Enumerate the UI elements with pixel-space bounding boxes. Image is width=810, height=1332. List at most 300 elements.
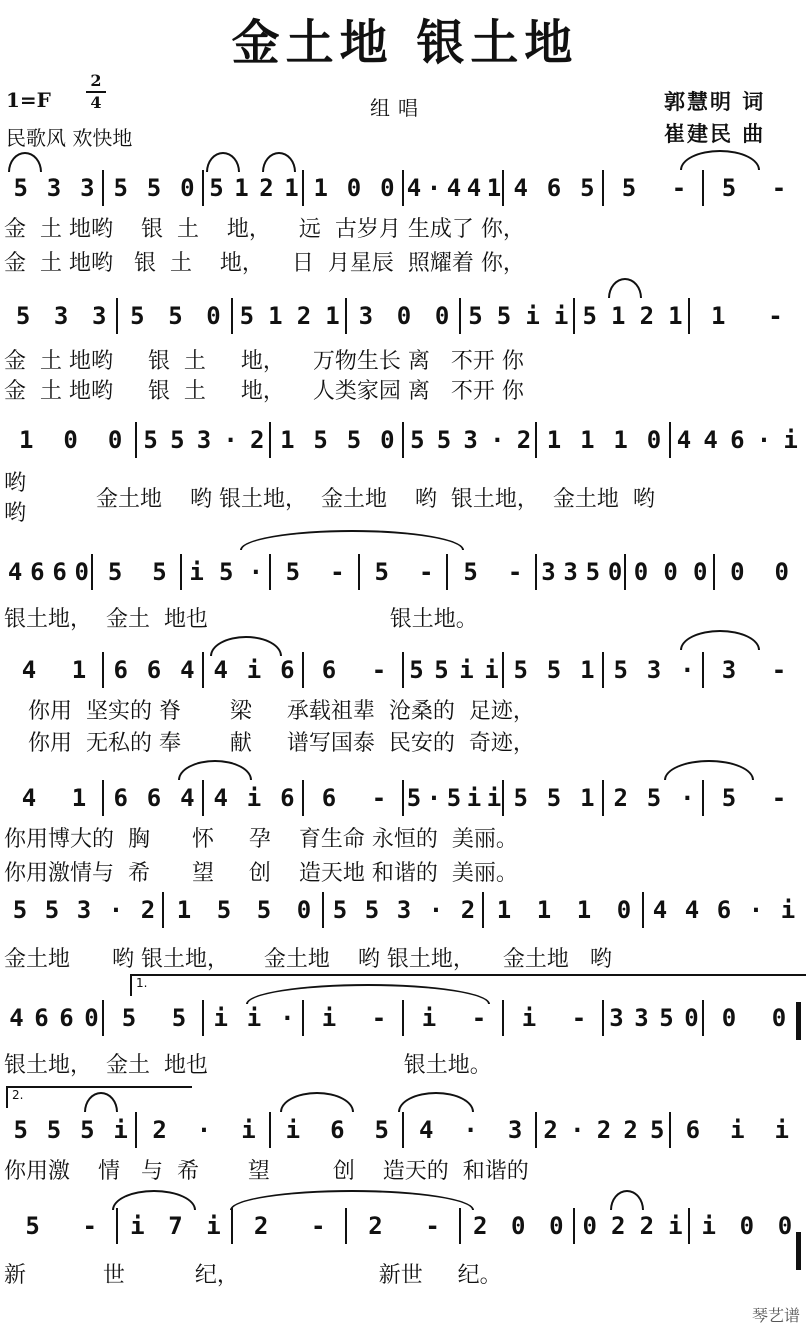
note: 0 xyxy=(607,558,623,586)
note: 5 xyxy=(436,426,452,454)
note: 0 xyxy=(777,1212,793,1240)
note: i xyxy=(241,1116,256,1144)
note: 3 xyxy=(634,1004,649,1032)
note: 0 xyxy=(511,1212,526,1240)
note: 5 xyxy=(239,302,255,330)
note: 5 xyxy=(44,896,60,924)
note: - xyxy=(768,302,783,330)
note: 5 xyxy=(80,1116,95,1144)
note: 2 xyxy=(596,1116,612,1144)
measure xyxy=(164,890,324,930)
note: 1 xyxy=(580,656,595,684)
note: 2 xyxy=(460,896,476,924)
measure xyxy=(690,296,804,336)
performance-style: 民歌风 欢快地 xyxy=(6,126,133,150)
note: - xyxy=(82,1212,97,1240)
note: i xyxy=(189,558,204,586)
notation-row xyxy=(4,778,804,818)
note: 5 xyxy=(374,558,389,586)
note: 6 xyxy=(146,784,162,812)
measure xyxy=(4,650,104,690)
note: 5 xyxy=(546,656,562,684)
measure xyxy=(118,1206,232,1246)
note: i xyxy=(246,656,262,684)
note: 1 xyxy=(580,784,595,812)
measure xyxy=(304,168,404,208)
note: 6 xyxy=(146,656,162,684)
note: · xyxy=(756,426,772,454)
measure xyxy=(404,168,504,208)
measure xyxy=(4,552,93,592)
note: 4 xyxy=(406,174,422,202)
note: 2 xyxy=(259,174,274,202)
measure xyxy=(575,296,689,336)
measure xyxy=(104,778,204,818)
measure xyxy=(271,1110,404,1150)
note: 1 xyxy=(668,302,683,330)
note: 3 xyxy=(80,174,95,202)
note: i xyxy=(459,656,474,684)
measure xyxy=(104,650,204,690)
note: 6 xyxy=(321,656,337,684)
slur xyxy=(280,1092,354,1112)
note: 5 xyxy=(107,558,123,586)
note: 0 xyxy=(646,426,662,454)
measure xyxy=(575,1206,689,1246)
time-top: 2 xyxy=(90,71,102,90)
slur xyxy=(664,760,754,780)
note: 4 xyxy=(7,558,23,586)
note: · xyxy=(570,1116,585,1144)
note: 3 xyxy=(76,896,92,924)
note: 5 xyxy=(170,426,185,454)
note: · xyxy=(426,174,442,202)
note: · xyxy=(463,1116,478,1144)
measure xyxy=(347,296,461,336)
note: 4 xyxy=(446,174,462,202)
note: i xyxy=(246,784,262,812)
notation-row xyxy=(4,168,804,208)
note: 5 xyxy=(546,784,562,812)
lyric-line: 金土地 哟 银土地， 金土地 哟 银土地， 金土地 哟 xyxy=(96,487,655,512)
note: 3 xyxy=(721,656,737,684)
note: 5 xyxy=(650,1116,665,1144)
lyric-line: 你用博大的 胸 怀 孕 育生命 永恒的 美丽。 xyxy=(4,827,518,852)
measure xyxy=(537,1110,670,1150)
note: 4 xyxy=(703,426,718,454)
note: 1 xyxy=(268,302,283,330)
note: 5 xyxy=(168,302,183,330)
lyric-line: 你用激 情 与 希 望 创 造天的 和谐的 xyxy=(4,1159,529,1184)
volta-second-ending: 2. xyxy=(6,1086,192,1108)
note: 1 xyxy=(711,302,726,330)
note: 5 xyxy=(613,656,628,684)
note: - xyxy=(771,784,787,812)
note: 5 xyxy=(364,896,380,924)
note: 5 xyxy=(13,1116,28,1144)
note: - xyxy=(425,1212,440,1240)
note: 6 xyxy=(280,656,295,684)
note: 3 xyxy=(92,302,107,330)
notation-row xyxy=(4,420,804,460)
measure xyxy=(4,420,137,460)
note: 4 xyxy=(21,656,37,684)
note: - xyxy=(418,558,434,586)
note: · xyxy=(680,656,695,684)
note: i xyxy=(213,1004,228,1032)
measure xyxy=(204,998,304,1038)
note: 3 xyxy=(507,1116,523,1144)
note: 5 xyxy=(374,1116,389,1144)
note: - xyxy=(771,174,787,202)
note: 4 xyxy=(684,896,700,924)
note: 5 xyxy=(446,784,462,812)
measure xyxy=(504,650,604,690)
note: 3 xyxy=(609,1004,624,1032)
measure xyxy=(347,1206,461,1246)
measure xyxy=(271,552,360,592)
note: 2 xyxy=(368,1212,383,1240)
note: 5 xyxy=(721,784,737,812)
measure xyxy=(604,650,704,690)
measure xyxy=(204,650,304,690)
lyric-line: 哟 xyxy=(4,501,27,526)
measure xyxy=(448,552,537,592)
slur xyxy=(398,1092,474,1112)
measure xyxy=(182,552,271,592)
slur xyxy=(262,152,296,172)
note: i xyxy=(774,1116,789,1144)
measure xyxy=(4,168,104,208)
measure xyxy=(404,778,504,818)
notation-row xyxy=(4,650,804,690)
note: · xyxy=(280,1004,295,1032)
final-barline xyxy=(796,1232,801,1270)
note: 0 xyxy=(633,558,649,586)
measure xyxy=(360,552,449,592)
note: 5 xyxy=(218,558,234,586)
note: i xyxy=(130,1212,145,1240)
measure xyxy=(304,778,404,818)
note: - xyxy=(771,656,787,684)
note: 5 xyxy=(15,302,31,330)
note: i xyxy=(701,1212,716,1240)
notation-row xyxy=(4,1206,804,1246)
time-signature xyxy=(86,72,106,112)
note: 5 xyxy=(143,426,158,454)
note: 2 xyxy=(250,426,265,454)
note: 5 xyxy=(313,426,328,454)
note: 2 xyxy=(516,426,532,454)
note: - xyxy=(507,558,523,586)
note: 3 xyxy=(396,896,412,924)
measure xyxy=(4,778,104,818)
note: · xyxy=(248,558,264,586)
measure xyxy=(715,552,804,592)
note: 1 xyxy=(284,174,299,202)
note: 5 xyxy=(130,302,145,330)
note: 1 xyxy=(325,302,340,330)
note: - xyxy=(371,784,387,812)
note: 5 xyxy=(171,1004,187,1032)
note: 1 xyxy=(176,896,192,924)
measure xyxy=(4,890,164,930)
lyric-line: 你用 坚实的 脊 梁 承载祖辈 沧桑的 足迹， xyxy=(28,699,535,724)
measure xyxy=(324,890,484,930)
notation-row xyxy=(4,1110,804,1150)
note: 1 xyxy=(486,174,502,202)
note: 2 xyxy=(639,302,655,330)
note: 2 xyxy=(611,1212,626,1240)
note: 0 xyxy=(582,1212,597,1240)
measure xyxy=(504,168,604,208)
volta-first-ending: 1. xyxy=(130,974,806,996)
measure xyxy=(4,998,104,1038)
note: 2 xyxy=(152,1116,167,1144)
note: 1 xyxy=(71,784,87,812)
measure xyxy=(404,420,537,460)
measure xyxy=(104,998,204,1038)
note: · xyxy=(108,896,124,924)
note: · xyxy=(428,896,444,924)
note: 1 xyxy=(313,174,328,202)
note: 5 xyxy=(25,1212,40,1240)
note: - xyxy=(671,174,687,202)
measure xyxy=(604,778,704,818)
note: 5 xyxy=(121,1004,137,1032)
note: 5 xyxy=(209,174,224,202)
note: 5 xyxy=(152,558,167,586)
measure xyxy=(704,168,804,208)
note: 4 xyxy=(466,174,482,202)
measure xyxy=(604,998,704,1038)
slur xyxy=(610,1190,644,1210)
note: 7 xyxy=(168,1212,183,1240)
performance-type: 组唱 xyxy=(370,96,426,120)
note: i xyxy=(668,1212,683,1240)
note: 1 xyxy=(280,426,295,454)
note: · xyxy=(490,426,505,454)
note: 0 xyxy=(346,174,362,202)
slur xyxy=(230,1190,474,1210)
slur xyxy=(178,760,252,780)
note: 0 xyxy=(730,558,745,586)
note: i xyxy=(246,1004,262,1032)
note: 0 xyxy=(549,1212,564,1240)
note: 4 xyxy=(513,174,528,202)
note: i xyxy=(521,1004,537,1032)
notation-row xyxy=(4,296,804,336)
note: - xyxy=(371,1004,387,1032)
note: 5 xyxy=(585,558,601,586)
note: 0 xyxy=(380,174,395,202)
note: 2 xyxy=(296,302,312,330)
note: 3 xyxy=(196,426,212,454)
slur xyxy=(680,630,760,650)
note: 5 xyxy=(256,896,272,924)
note: 5 xyxy=(468,302,483,330)
note: 4 xyxy=(180,784,195,812)
measure xyxy=(233,1206,347,1246)
notation-row xyxy=(4,890,804,930)
note: - xyxy=(471,1004,487,1032)
note: 6 xyxy=(730,426,745,454)
measure xyxy=(271,420,404,460)
note: 1 xyxy=(234,174,249,202)
note: 4 xyxy=(418,1116,434,1144)
slur xyxy=(8,152,42,172)
measure xyxy=(537,420,670,460)
measure xyxy=(4,1206,118,1246)
note: i xyxy=(484,656,499,684)
notation-row xyxy=(4,998,804,1038)
note: 6 xyxy=(52,558,67,586)
measure xyxy=(537,552,626,592)
note: 3 xyxy=(46,174,62,202)
note: 2 xyxy=(623,1116,638,1144)
note: 0 xyxy=(663,558,678,586)
note: i xyxy=(486,784,502,812)
measure xyxy=(404,650,504,690)
measure xyxy=(704,998,804,1038)
note: 5 xyxy=(12,896,28,924)
note: 2 xyxy=(472,1212,488,1240)
note: - xyxy=(330,558,345,586)
measure xyxy=(204,778,304,818)
note: 6 xyxy=(113,784,128,812)
note: 3 xyxy=(53,302,69,330)
note: 5 xyxy=(409,656,424,684)
lyric-line: 金 土 地哟 银 土 地， 日 月星辰 照耀着 你， xyxy=(4,251,525,276)
note: 3 xyxy=(541,558,556,586)
note: 4 xyxy=(213,656,228,684)
note: 0 xyxy=(63,426,78,454)
slur xyxy=(608,278,642,298)
note: 0 xyxy=(396,302,412,330)
measure xyxy=(404,998,504,1038)
note: 5 xyxy=(406,784,422,812)
measure xyxy=(118,296,232,336)
note: 2 xyxy=(543,1116,558,1144)
measure xyxy=(93,552,182,592)
note: 5 xyxy=(582,302,597,330)
measure xyxy=(404,1110,537,1150)
note: 5 xyxy=(659,1004,674,1032)
lyric-line: 金 土 地哟 银 土 地， 万物生长 离 不开 你 xyxy=(4,349,524,374)
note: 5 xyxy=(216,896,232,924)
note: 5 xyxy=(463,558,478,586)
measure xyxy=(304,650,404,690)
measure xyxy=(504,998,604,1038)
note: 5 xyxy=(513,784,528,812)
measure xyxy=(644,890,804,930)
note: i xyxy=(783,426,798,454)
note: i xyxy=(466,784,482,812)
measure xyxy=(461,296,575,336)
lyricist-credit: 郭慧明 词 xyxy=(664,90,766,114)
note: 3 xyxy=(358,302,374,330)
measure xyxy=(704,650,804,690)
note: 1 xyxy=(613,426,628,454)
note: 6 xyxy=(685,1116,701,1144)
note: i xyxy=(780,896,796,924)
slur xyxy=(240,530,464,550)
note: 4 xyxy=(21,784,37,812)
note: 5 xyxy=(332,896,348,924)
note: 0 xyxy=(180,174,195,202)
note: - xyxy=(311,1212,326,1240)
note: 0 xyxy=(74,558,89,586)
measure xyxy=(504,778,604,818)
measure xyxy=(671,1110,804,1150)
lyric-line: 银土地， 金土 地也 银土地。 xyxy=(4,607,478,632)
note: 6 xyxy=(280,784,295,812)
measure xyxy=(461,1206,575,1246)
note: 6 xyxy=(546,174,562,202)
note: 0 xyxy=(434,302,450,330)
note: 5 xyxy=(113,174,128,202)
note: 6 xyxy=(30,558,45,586)
note: 6 xyxy=(321,784,337,812)
lyric-line: 金 土 地哟 银 土 地， 人类家园 离 不开 你 xyxy=(4,379,524,404)
note: 2 xyxy=(253,1212,269,1240)
note: 5 xyxy=(721,174,737,202)
note: 5 xyxy=(410,426,425,454)
watermark-logo: 琴艺谱 xyxy=(751,1306,800,1325)
note: 1 xyxy=(496,896,512,924)
slur xyxy=(112,1190,196,1210)
measure xyxy=(484,890,644,930)
note: · xyxy=(748,896,764,924)
note: 4 xyxy=(9,1004,24,1032)
measure xyxy=(626,552,715,592)
note: 2 xyxy=(639,1212,655,1240)
repeat-barline xyxy=(796,1002,801,1040)
note: 6 xyxy=(716,896,732,924)
song-title: 金土地 银土地 xyxy=(231,15,579,71)
note: 0 xyxy=(380,426,395,454)
note: · xyxy=(426,784,442,812)
lyric-line: 你用 无私的 奉 献 谱写国泰 民安的 奇迹， xyxy=(28,731,535,756)
note: 0 xyxy=(684,1004,699,1032)
note: 2 xyxy=(613,784,628,812)
note: i xyxy=(206,1212,221,1240)
note: 0 xyxy=(296,896,312,924)
measure xyxy=(671,420,804,460)
lyric-line: 银土地， 金土 地也 银土地。 xyxy=(4,1053,492,1078)
measure xyxy=(233,296,347,336)
lyric-line: 金土地 哟 银土地， 金土地 哟 银土地， 金土地 哟 xyxy=(4,947,612,972)
note: 6 xyxy=(59,1004,74,1032)
measure xyxy=(690,1206,804,1246)
note: 1 xyxy=(546,426,562,454)
note: 0 xyxy=(771,1004,787,1032)
note: 0 xyxy=(721,1004,737,1032)
lyric-line: 哟 xyxy=(4,471,27,496)
note: 0 xyxy=(739,1212,755,1240)
time-bottom: 4 xyxy=(90,93,102,112)
note: - xyxy=(371,656,387,684)
note: 6 xyxy=(113,656,128,684)
measure xyxy=(104,168,204,208)
note: 5 xyxy=(146,174,162,202)
note: 5 xyxy=(580,174,595,202)
note: 1 xyxy=(576,896,592,924)
note: 5 xyxy=(346,426,362,454)
note: 3 xyxy=(646,656,662,684)
measure xyxy=(4,296,118,336)
slur xyxy=(680,150,760,170)
